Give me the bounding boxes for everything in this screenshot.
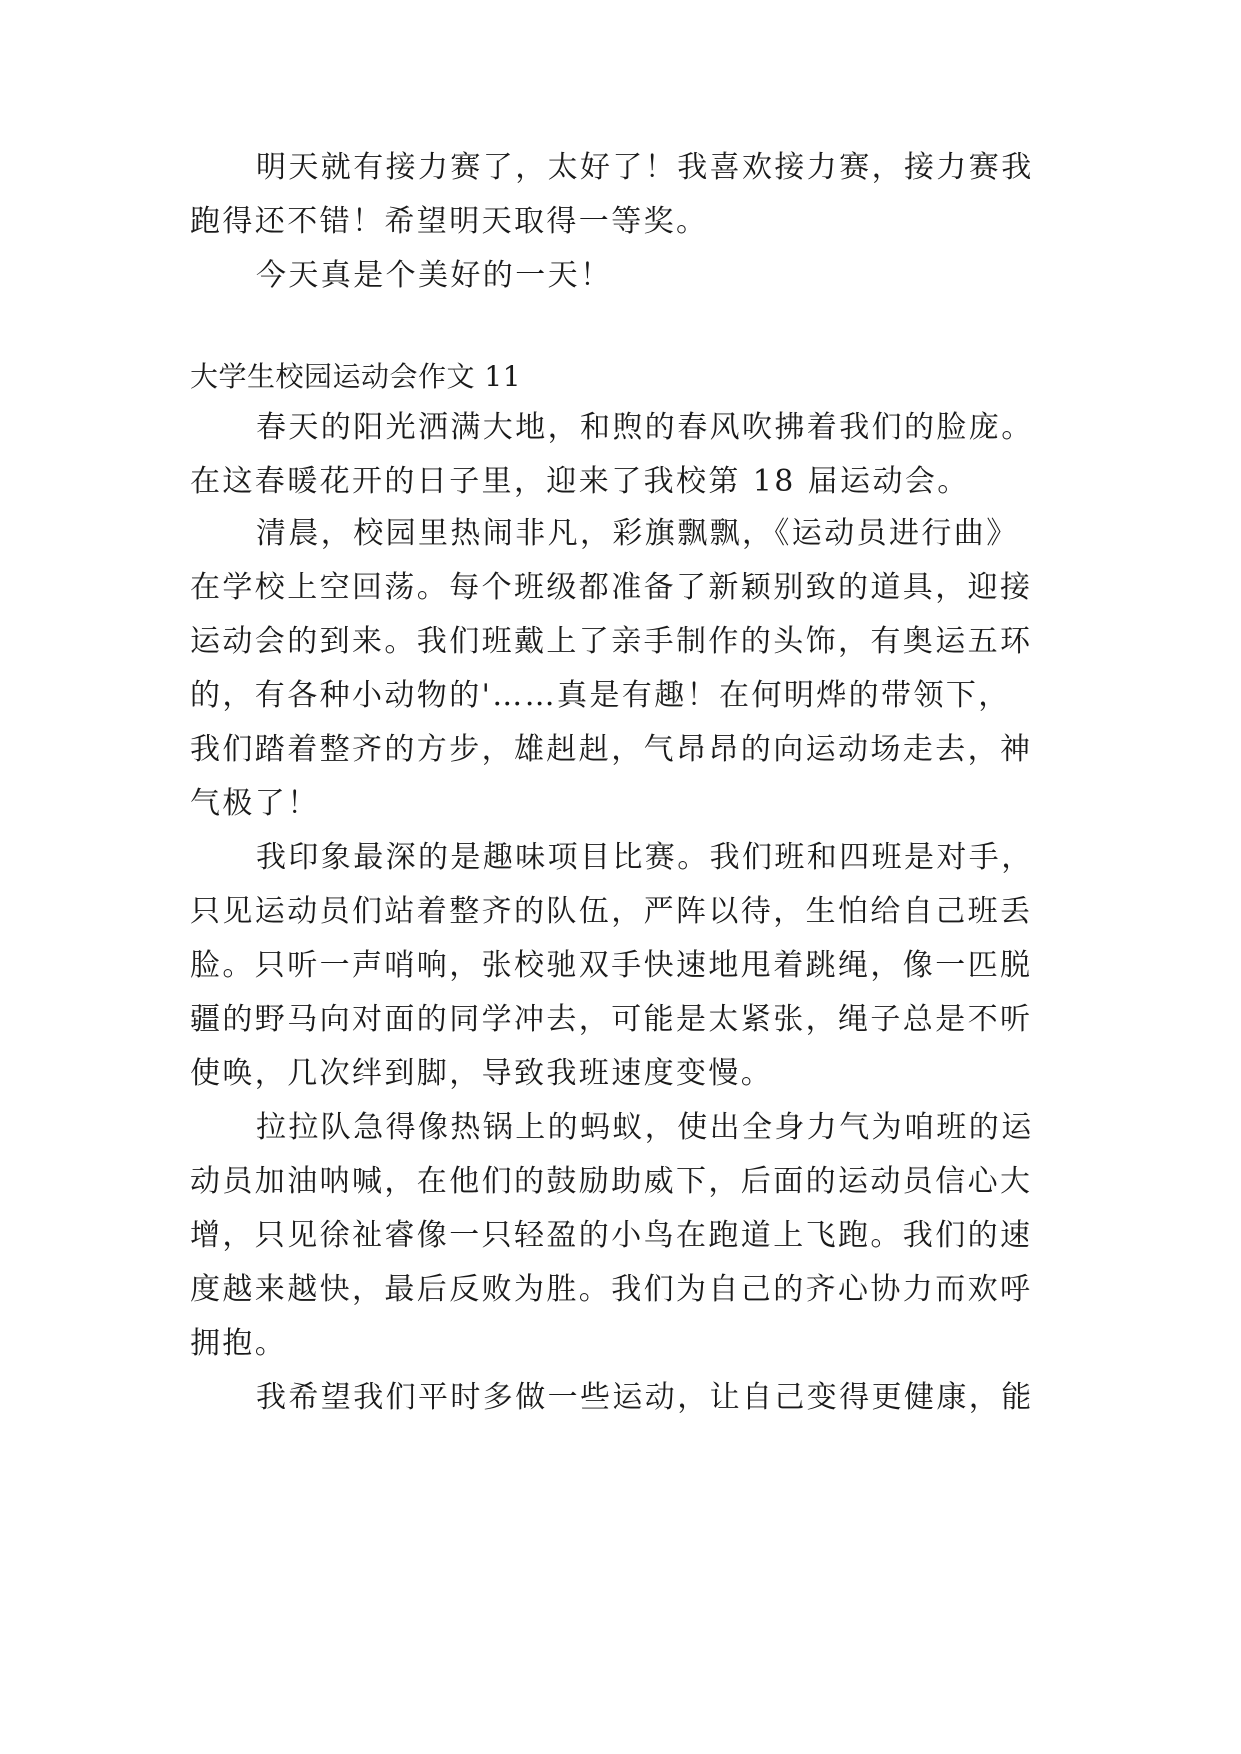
text-line: 脸。只听一声哨响，张校驰双手快速地甩着跳绳，像一匹脱 xyxy=(190,948,1033,983)
text-line: 我希望我们平时多做一些运动，让自己变得更健康，能 xyxy=(256,1380,1034,1415)
text-line: 在这春暖花开的日子里，迎来了我校第 18 届运动会。 xyxy=(190,464,970,499)
text-line: 度越来越快，最后反败为胜。我们为自己的齐心协力而欢呼 xyxy=(190,1272,1033,1307)
text-line: 明天就有接力赛了，太好了！我喜欢接力赛，接力赛我 xyxy=(256,150,1034,185)
text-line: 清晨，校园里热闹非凡，彩旗飘飘，《运动员进行曲》 xyxy=(256,516,1019,551)
text-line: 拥抱。 xyxy=(190,1326,288,1361)
text-line: 拉拉队急得像热锅上的蚂蚁，使出全身力气为咱班的运 xyxy=(256,1110,1034,1145)
text-line: 运动会的到来。我们班戴上了亲手制作的头饰，有奥运五环 xyxy=(190,624,1033,659)
text-line: 我印象最深的是趣味项目比赛。我们班和四班是对手， xyxy=(256,840,1034,875)
text-line: 只见运动员们站着整齐的队伍，严阵以待，生怕给自己班丢 xyxy=(190,894,1033,929)
text-line: 的，有各种小动物的'……真是有趣！在何明烨的带领下， xyxy=(190,678,1011,713)
text-line: 在学校上空回荡。每个班级都准备了新颖别致的道具，迎接 xyxy=(190,570,1033,605)
text-line: 疆的野马向对面的同学冲去，可能是太紧张，绳子总是不听 xyxy=(190,1002,1033,1037)
text-line: 跑得还不错！希望明天取得一等奖。 xyxy=(190,204,709,239)
text-line: 气极了！ xyxy=(190,786,320,821)
text-line: 增，只见徐祉睿像一只轻盈的小鸟在跑道上飞跑。我们的速 xyxy=(190,1218,1033,1253)
section-heading: 大学生校园运动会作文 11 xyxy=(190,360,522,393)
text-line: 春天的阳光洒满大地，和煦的春风吹拂着我们的脸庞。 xyxy=(256,410,1034,445)
text-line: 使唤，几次绊到脚，导致我班速度变慢。 xyxy=(190,1056,774,1091)
text-line: 我们踏着整齐的方步，雄赳赳，气昂昂的向运动场走去，神 xyxy=(190,732,1033,767)
text-line: 动员加油呐喊，在他们的鼓励助威下，后面的运动员信心大 xyxy=(190,1164,1033,1199)
text-line: 今天真是个美好的一天！ xyxy=(256,258,613,293)
